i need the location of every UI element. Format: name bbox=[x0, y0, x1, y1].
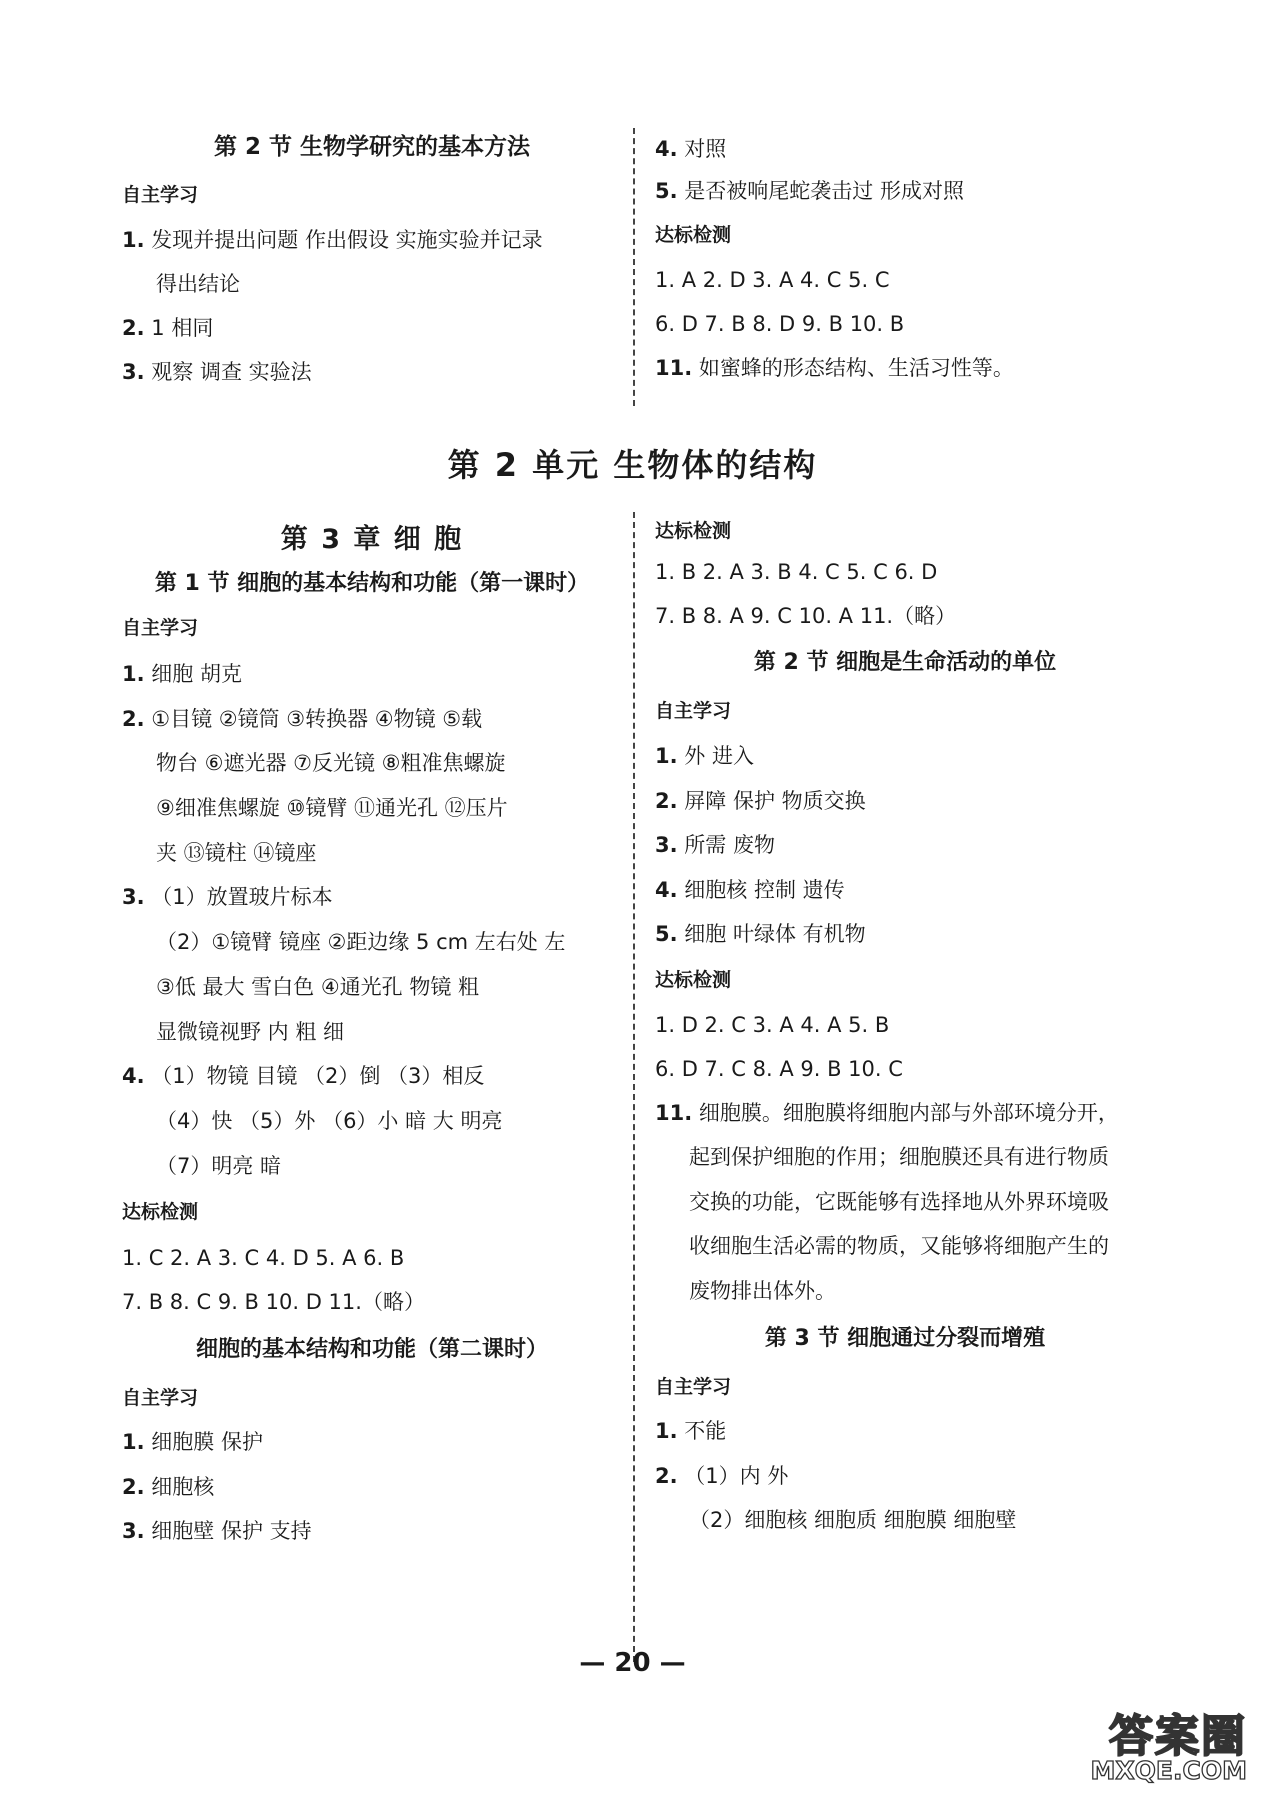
item-number: 1. bbox=[655, 744, 678, 768]
answer-text: 不能 bbox=[684, 1419, 727, 1443]
answer-text: ⑨细准焦螺旋 ⑩镜臂 ⑪通光孔 ⑫压片 bbox=[156, 796, 508, 821]
right-main-column bbox=[655, 512, 1155, 1543]
column-divider-main bbox=[633, 512, 635, 1662]
answer-line bbox=[655, 823, 1155, 868]
answer-line bbox=[655, 1047, 1155, 1091]
answer-line bbox=[655, 594, 1155, 638]
answer-text: 屏障 保护 物质交换 bbox=[684, 788, 866, 813]
item-number: 4. bbox=[655, 137, 678, 161]
item-number: 4. bbox=[122, 1064, 145, 1089]
section-title: 第 3 节 细胞通过分裂而增殖 bbox=[764, 1326, 1046, 1351]
answer-line bbox=[122, 1010, 622, 1055]
answer-text: 所需 废物 bbox=[684, 833, 775, 857]
answer-line bbox=[655, 302, 1155, 346]
item-number: 1. bbox=[655, 1419, 678, 1443]
answer-line bbox=[655, 550, 1155, 594]
item-number: 5. bbox=[655, 179, 678, 203]
answer-text: 1. C 2. A 3. C 4. D 5. A 6. B bbox=[122, 1246, 405, 1271]
answer-text: 显微镜视野 内 粗 细 bbox=[156, 1019, 345, 1044]
answer-line bbox=[122, 1420, 622, 1465]
answer-text: 交换的功能，它既能够有选择地从外界环境吸 bbox=[689, 1189, 1109, 1214]
answer-line bbox=[655, 912, 1155, 957]
item-number: 3. bbox=[122, 885, 145, 910]
item-number: 1. bbox=[122, 228, 145, 252]
self-study-heading: 自主学习 bbox=[655, 700, 732, 722]
self-study-heading: 自主学习 bbox=[122, 617, 199, 639]
answer-text: 物台 ⑥遮光器 ⑦反光镜 ⑧粗准焦螺旋 bbox=[156, 751, 506, 776]
answer-text: 细胞核 bbox=[151, 1474, 215, 1499]
answer-line bbox=[655, 1091, 1155, 1136]
answer-text: 细胞壁 保护 支持 bbox=[151, 1519, 312, 1544]
item-number: 5. bbox=[655, 922, 678, 946]
item-number: 1. bbox=[122, 1430, 145, 1455]
answer-text: ①目镜 ②镜筒 ③转换器 ④物镜 ⑤载 bbox=[151, 706, 483, 731]
item-number: 3. bbox=[122, 1519, 145, 1544]
answer-line bbox=[655, 1224, 1155, 1269]
answer-text: 得出结论 bbox=[156, 272, 240, 296]
item-number: 1. bbox=[122, 662, 145, 686]
answer-text: 对照 bbox=[684, 137, 727, 161]
answer-text: 细胞膜。细胞膜将细胞内部与外部环境分开， bbox=[698, 1100, 1119, 1125]
answer-line bbox=[655, 1454, 1155, 1499]
answer-line bbox=[655, 1135, 1155, 1180]
answer-line bbox=[122, 350, 622, 394]
check-heading: 达标检测 bbox=[122, 1201, 199, 1224]
answer-line bbox=[655, 170, 1155, 212]
check-heading: 达标检测 bbox=[655, 520, 732, 542]
watermark-url: MXQE.COM bbox=[1090, 1756, 1247, 1785]
answer-line bbox=[122, 1465, 622, 1510]
answer-line bbox=[655, 779, 1155, 824]
answer-text: 收细胞生活必需的物质，又能够将细胞产生的 bbox=[689, 1234, 1109, 1258]
item-number: 3. bbox=[122, 360, 145, 384]
self-study-heading: 自主学习 bbox=[122, 184, 199, 206]
answer-text: 外 进入 bbox=[684, 744, 754, 768]
answer-text: （4）快 （5）外 （6）小 暗 大 明亮 bbox=[156, 1108, 503, 1133]
answer-text: （2）细胞核 细胞质 细胞膜 细胞壁 bbox=[689, 1508, 1017, 1532]
answer-line bbox=[655, 346, 1155, 390]
watermark-logo bbox=[1080, 1700, 1255, 1790]
answer-line bbox=[122, 652, 622, 697]
answer-line bbox=[122, 1144, 622, 1189]
answer-line bbox=[122, 1099, 622, 1144]
answer-text: 6. D 7. B 8. D 9. B 10. B bbox=[655, 312, 905, 336]
self-study-heading: 自主学习 bbox=[122, 1387, 199, 1410]
answer-text: 6. D 7. C 8. A 9. B 10. C bbox=[655, 1056, 903, 1081]
answer-text: 发现并提出问题 作出假设 实施实验并记录 bbox=[151, 228, 543, 252]
answer-text: （1）放置玻片标本 bbox=[151, 885, 333, 910]
answer-line bbox=[122, 218, 622, 262]
answer-text: 1. D 2. C 3. A 4. A 5. B bbox=[655, 1012, 890, 1037]
answer-line bbox=[655, 868, 1155, 913]
answer-text: 7. B 8. C 9. B 10. D 11.（略） bbox=[122, 1290, 425, 1315]
answer-line bbox=[655, 1180, 1155, 1225]
item-number: 3. bbox=[655, 833, 678, 857]
answer-line bbox=[122, 697, 622, 742]
watermark-main: 答案圈 bbox=[1109, 1711, 1247, 1762]
item-number: 2. bbox=[122, 316, 145, 340]
answer-text: 观察 调查 实验法 bbox=[151, 360, 312, 384]
answer-text: 1. A 2. D 3. A 4. C 5. C bbox=[655, 268, 890, 292]
answer-text: 废物排出体外。 bbox=[689, 1278, 836, 1303]
answer-text: 1 相同 bbox=[151, 316, 214, 340]
answer-line bbox=[122, 262, 622, 306]
answer-line bbox=[122, 1054, 622, 1099]
answer-text: （2）①镜臂 镜座 ②距边缘 5 cm 左右处 左 bbox=[156, 930, 566, 955]
answer-line bbox=[655, 1269, 1155, 1314]
answer-line bbox=[655, 1498, 1155, 1543]
check-heading: 达标检测 bbox=[655, 224, 732, 246]
self-study-heading: 自主学习 bbox=[655, 1376, 732, 1398]
section-title: 第 2 节 细胞是生命活动的单位 bbox=[753, 650, 1057, 675]
answer-line bbox=[122, 831, 622, 876]
answer-line bbox=[122, 1280, 622, 1324]
answer-text: 细胞 叶绿体 有机物 bbox=[684, 922, 866, 946]
item-number: 4. bbox=[655, 877, 678, 902]
item-number: 2. bbox=[122, 1474, 145, 1499]
item-number: 11. bbox=[655, 1100, 693, 1125]
answer-line bbox=[122, 1236, 622, 1280]
left-main-column bbox=[122, 518, 622, 1554]
section-title: 第 1 节 细胞的基本结构和功能（第一课时） bbox=[154, 571, 590, 596]
column-divider-top bbox=[633, 128, 635, 406]
unit-title: 第 2 单元 生物体的结构 bbox=[447, 446, 818, 484]
check-heading: 达标检测 bbox=[655, 968, 732, 991]
answer-text: ③低 最大 雪白色 ④通光孔 物镜 粗 bbox=[156, 974, 480, 999]
answer-text: 细胞膜 保护 bbox=[151, 1430, 263, 1455]
answer-text: 1. B 2. A 3. B 4. C 5. C 6. D bbox=[655, 560, 938, 584]
answer-text: 细胞 胡克 bbox=[151, 662, 242, 686]
answer-line bbox=[655, 258, 1155, 302]
item-number: 2. bbox=[122, 706, 145, 731]
answer-text: 起到保护细胞的作用；细胞膜还具有进行物质 bbox=[689, 1145, 1109, 1169]
answer-line bbox=[122, 920, 622, 965]
answer-line bbox=[122, 741, 622, 786]
item-number: 2. bbox=[655, 1463, 678, 1488]
item-number: 2. bbox=[655, 788, 678, 813]
answer-line bbox=[122, 306, 622, 350]
item-number: 11. bbox=[655, 356, 693, 380]
left-top-column bbox=[122, 130, 622, 394]
answer-line bbox=[655, 128, 1155, 170]
answer-text: 7. B 8. A 9. C 10. A 11.（略） bbox=[655, 604, 957, 628]
page-number: — 20 — bbox=[579, 1648, 686, 1678]
answer-line bbox=[655, 1409, 1155, 1454]
answer-text: 夹 ⑬镜柱 ⑭镜座 bbox=[156, 840, 317, 865]
answer-text: （7）明亮 暗 bbox=[156, 1153, 282, 1178]
answer-text: 是否被响尾蛇袭击过 形成对照 bbox=[684, 179, 964, 203]
answer-line bbox=[655, 734, 1155, 779]
answer-text: 如蜜蜂的形态结构、生活习性等。 bbox=[698, 356, 1014, 380]
answer-text: 细胞核 控制 遗传 bbox=[684, 877, 845, 902]
answer-line bbox=[122, 875, 622, 920]
right-top-column bbox=[655, 128, 1155, 390]
answer-text: （1）内 外 bbox=[684, 1463, 789, 1488]
section-title: 第 2 节 生物学研究的基本方法 bbox=[213, 134, 531, 160]
answer-line bbox=[122, 1509, 622, 1554]
answer-line bbox=[122, 786, 622, 831]
section-title: 细胞的基本结构和功能（第二课时） bbox=[195, 1337, 548, 1363]
answer-line bbox=[122, 965, 622, 1010]
answer-line bbox=[655, 1003, 1155, 1047]
answer-text: （1）物镜 目镜 （2）倒 （3）相反 bbox=[151, 1064, 485, 1089]
chapter-title: 第 3 章 细 胞 bbox=[280, 524, 464, 555]
